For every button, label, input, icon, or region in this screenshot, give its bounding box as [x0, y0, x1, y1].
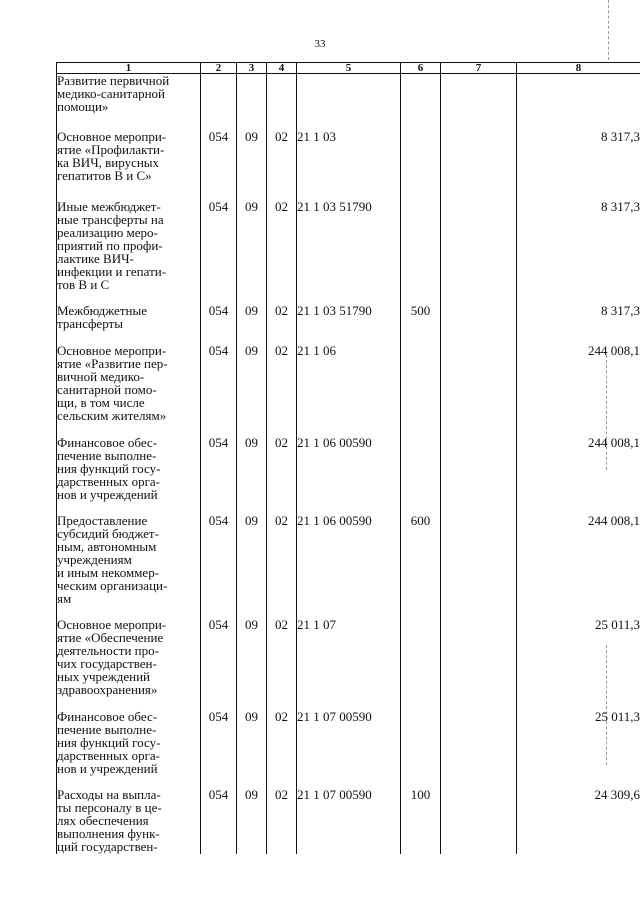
- row-name-line: Иные межбюджет-: [57, 198, 161, 214]
- row-name-line: Предоставление: [57, 512, 148, 528]
- row-name-line: Основное меропри-: [57, 342, 167, 358]
- row-name-line: Основное меропри-: [57, 128, 167, 144]
- subsection-code-cell: 02: [267, 130, 297, 200]
- column-7-cell: [441, 304, 517, 344]
- row-name-cell: [57, 618, 201, 710]
- column-header: 8: [517, 63, 640, 74]
- target-article-cell: 21 1 03: [297, 130, 401, 200]
- row-name-line: ций государствен-: [57, 838, 158, 854]
- row-name-cell: [57, 200, 201, 304]
- row-name-line: ческим организаци-: [57, 577, 168, 593]
- target-article-cell: 21 1 07 00590: [297, 788, 401, 854]
- row-name-line: нов и учреждений: [57, 486, 158, 502]
- expense-type-cell: 600: [401, 514, 441, 618]
- amount-cell: 25 011,3: [517, 710, 640, 788]
- row-name-cell: [57, 344, 201, 436]
- section-code-cell: 09: [237, 344, 267, 436]
- row-name-line: печение выполне-: [57, 447, 157, 463]
- row-name-line: инфекции и гепати-: [57, 263, 167, 279]
- amount-cell: 8 317,3: [517, 304, 640, 344]
- row-name-line: ятие «Профилакти-: [57, 141, 165, 157]
- target-article-cell: 21 1 03 51790: [297, 200, 401, 304]
- amount-cell: 244 008,1: [517, 344, 640, 436]
- row-name-line: печение выполне-: [57, 721, 157, 737]
- column-7-cell: [441, 436, 517, 514]
- subsection-code-cell: 02: [267, 436, 297, 514]
- row-name-line: помощи»: [57, 99, 109, 114]
- ved-code-cell: 054: [201, 788, 237, 854]
- expense-type-cell: 500: [401, 304, 441, 344]
- row-name-line: деятельности про-: [57, 642, 159, 658]
- row-name-line: щи, в том числе: [57, 394, 145, 410]
- row-name-line: ятие «Развитие пер-: [57, 355, 168, 371]
- expense-type-cell: [401, 200, 441, 304]
- row-name-line: выполнения функ-: [57, 825, 160, 841]
- subsection-code-cell: 02: [267, 514, 297, 618]
- section-code-cell: 09: [237, 788, 267, 854]
- row-name-line: трансферты: [57, 315, 123, 331]
- row-name-line: дарственных орга-: [57, 473, 160, 489]
- subsection-code-cell: 02: [267, 200, 297, 304]
- expense-type-cell: [401, 74, 441, 130]
- row-name-line: ния функций госу-: [57, 460, 161, 476]
- row-name-line: ния функций госу-: [57, 734, 161, 750]
- ved-code-cell: 054: [201, 618, 237, 710]
- row-name-line: чих государствен-: [57, 655, 157, 671]
- expense-type-cell: [401, 344, 441, 436]
- column-7-cell: [441, 74, 517, 130]
- row-name-cell: [57, 130, 201, 200]
- table-row: [57, 304, 640, 344]
- table-row: [57, 344, 640, 436]
- row-name-line: реализацию меро-: [57, 224, 158, 240]
- row-name-cell: [57, 74, 201, 130]
- amount-cell: 8 317,3: [517, 130, 640, 200]
- column-7-cell: [441, 130, 517, 200]
- section-code-cell: 09: [237, 304, 267, 344]
- row-name-line: вичной медико-: [57, 368, 145, 384]
- row-name-cell: [57, 514, 201, 618]
- expense-type-cell: [401, 618, 441, 710]
- row-name-line: санитарной помо-: [57, 381, 157, 397]
- section-code-cell: 09: [237, 514, 267, 618]
- row-name-line: Расходы на выпла-: [57, 786, 161, 802]
- row-name-line: ным, автономным: [57, 538, 157, 554]
- column-header: 3: [237, 63, 267, 74]
- amount-cell: 24 309,6: [517, 788, 640, 854]
- row-name-line: ям: [57, 590, 72, 606]
- table-row: [57, 130, 640, 200]
- subsection-code-cell: [267, 74, 297, 130]
- expense-type-cell: [401, 710, 441, 788]
- budget-table: [56, 62, 640, 854]
- target-article-cell: 21 1 03 51790: [297, 304, 401, 344]
- row-name-line: медико-санитарной: [57, 86, 166, 101]
- target-article-cell: 21 1 06 00590: [297, 436, 401, 514]
- table-row: [57, 710, 640, 788]
- row-name-line: приятий по профи-: [57, 237, 163, 253]
- amount-cell: [517, 74, 640, 130]
- column-header: 1: [57, 63, 201, 74]
- row-name-line: ных учреждений: [57, 668, 150, 684]
- row-name-line: ятие «Обеспечение: [57, 629, 164, 645]
- ved-code-cell: 054: [201, 304, 237, 344]
- row-name-line: Финансовое обес-: [57, 708, 158, 724]
- row-name-line: нов и учреждений: [57, 760, 158, 776]
- table-row: [57, 74, 640, 130]
- row-name-line: здравоохранения»: [57, 681, 158, 697]
- row-name-cell: [57, 436, 201, 514]
- row-name-line: ка ВИЧ, вирусных: [57, 154, 160, 170]
- row-name-cell: [57, 710, 201, 788]
- row-name-line: Межбюджетные: [57, 302, 147, 318]
- ved-code-cell: 054: [201, 200, 237, 304]
- subsection-code-cell: 02: [267, 344, 297, 436]
- section-code-cell: [237, 74, 267, 130]
- column-7-cell: [441, 200, 517, 304]
- header-row: [57, 63, 640, 74]
- row-name-line: ные трансферты на: [57, 211, 164, 227]
- table-row: [57, 514, 640, 618]
- column-7-cell: [441, 618, 517, 710]
- row-name-cell: [57, 304, 201, 344]
- ved-code-cell: 054: [201, 436, 237, 514]
- column-7-cell: [441, 344, 517, 436]
- target-article-cell: 21 1 07 00590: [297, 710, 401, 788]
- row-name-line: учреждениям: [57, 551, 132, 567]
- section-code-cell: 09: [237, 200, 267, 304]
- row-name-line: лактике ВИЧ-: [57, 250, 134, 266]
- target-article-cell: 21 1 06 00590: [297, 514, 401, 618]
- table-row: [57, 618, 640, 710]
- ved-code-cell: 054: [201, 344, 237, 436]
- section-code-cell: 09: [237, 436, 267, 514]
- target-article-cell: [297, 74, 401, 130]
- row-name-line: тов В и С: [57, 276, 110, 292]
- column-header: 2: [201, 63, 237, 74]
- section-code-cell: 09: [237, 710, 267, 788]
- amount-cell: 244 008,1: [517, 514, 640, 618]
- column-header: 7: [441, 63, 517, 74]
- ved-code-cell: 054: [201, 130, 237, 200]
- ved-code-cell: 054: [201, 514, 237, 618]
- subsection-code-cell: 02: [267, 618, 297, 710]
- section-code-cell: 09: [237, 618, 267, 710]
- row-name-line: и иным некоммер-: [57, 564, 160, 580]
- subsection-code-cell: 02: [267, 788, 297, 854]
- section-code-cell: 09: [237, 130, 267, 200]
- table-row: [57, 200, 640, 304]
- row-name-line: сельским жителям»: [57, 407, 167, 423]
- amount-cell: 8 317,3: [517, 200, 640, 304]
- target-article-cell: 21 1 07: [297, 618, 401, 710]
- expense-type-cell: [401, 436, 441, 514]
- row-name-line: субсидий бюджет-: [57, 525, 159, 541]
- column-header: 5: [297, 63, 401, 74]
- row-name-line: гепатитов В и С»: [57, 167, 152, 183]
- column-7-cell: [441, 514, 517, 618]
- row-name-line: ты персоналу в це-: [57, 799, 162, 815]
- expense-type-cell: 100: [401, 788, 441, 854]
- target-article-cell: 21 1 06: [297, 344, 401, 436]
- column-header: 6: [401, 63, 441, 74]
- scan-artifact-line: [608, 0, 609, 60]
- ved-code-cell: [201, 74, 237, 130]
- row-name-line: лях обеспечения: [57, 812, 149, 828]
- row-name-line: Финансовое обес-: [57, 434, 158, 450]
- amount-cell: 244 008,1: [517, 436, 640, 514]
- table-row: [57, 436, 640, 514]
- page-number: 33: [314, 38, 326, 50]
- column-header: 4: [267, 63, 297, 74]
- table-row: [57, 788, 640, 854]
- amount-cell: 25 011,3: [517, 618, 640, 710]
- ved-code-cell: 054: [201, 710, 237, 788]
- row-name-line: Развитие первичной: [57, 73, 170, 88]
- row-name-line: дарственных орга-: [57, 747, 160, 763]
- subsection-code-cell: 02: [267, 710, 297, 788]
- subsection-code-cell: 02: [267, 304, 297, 344]
- column-7-cell: [441, 788, 517, 854]
- row-name-cell: [57, 788, 201, 854]
- row-name-line: Основное меропри-: [57, 616, 167, 632]
- expense-type-cell: [401, 130, 441, 200]
- column-7-cell: [441, 710, 517, 788]
